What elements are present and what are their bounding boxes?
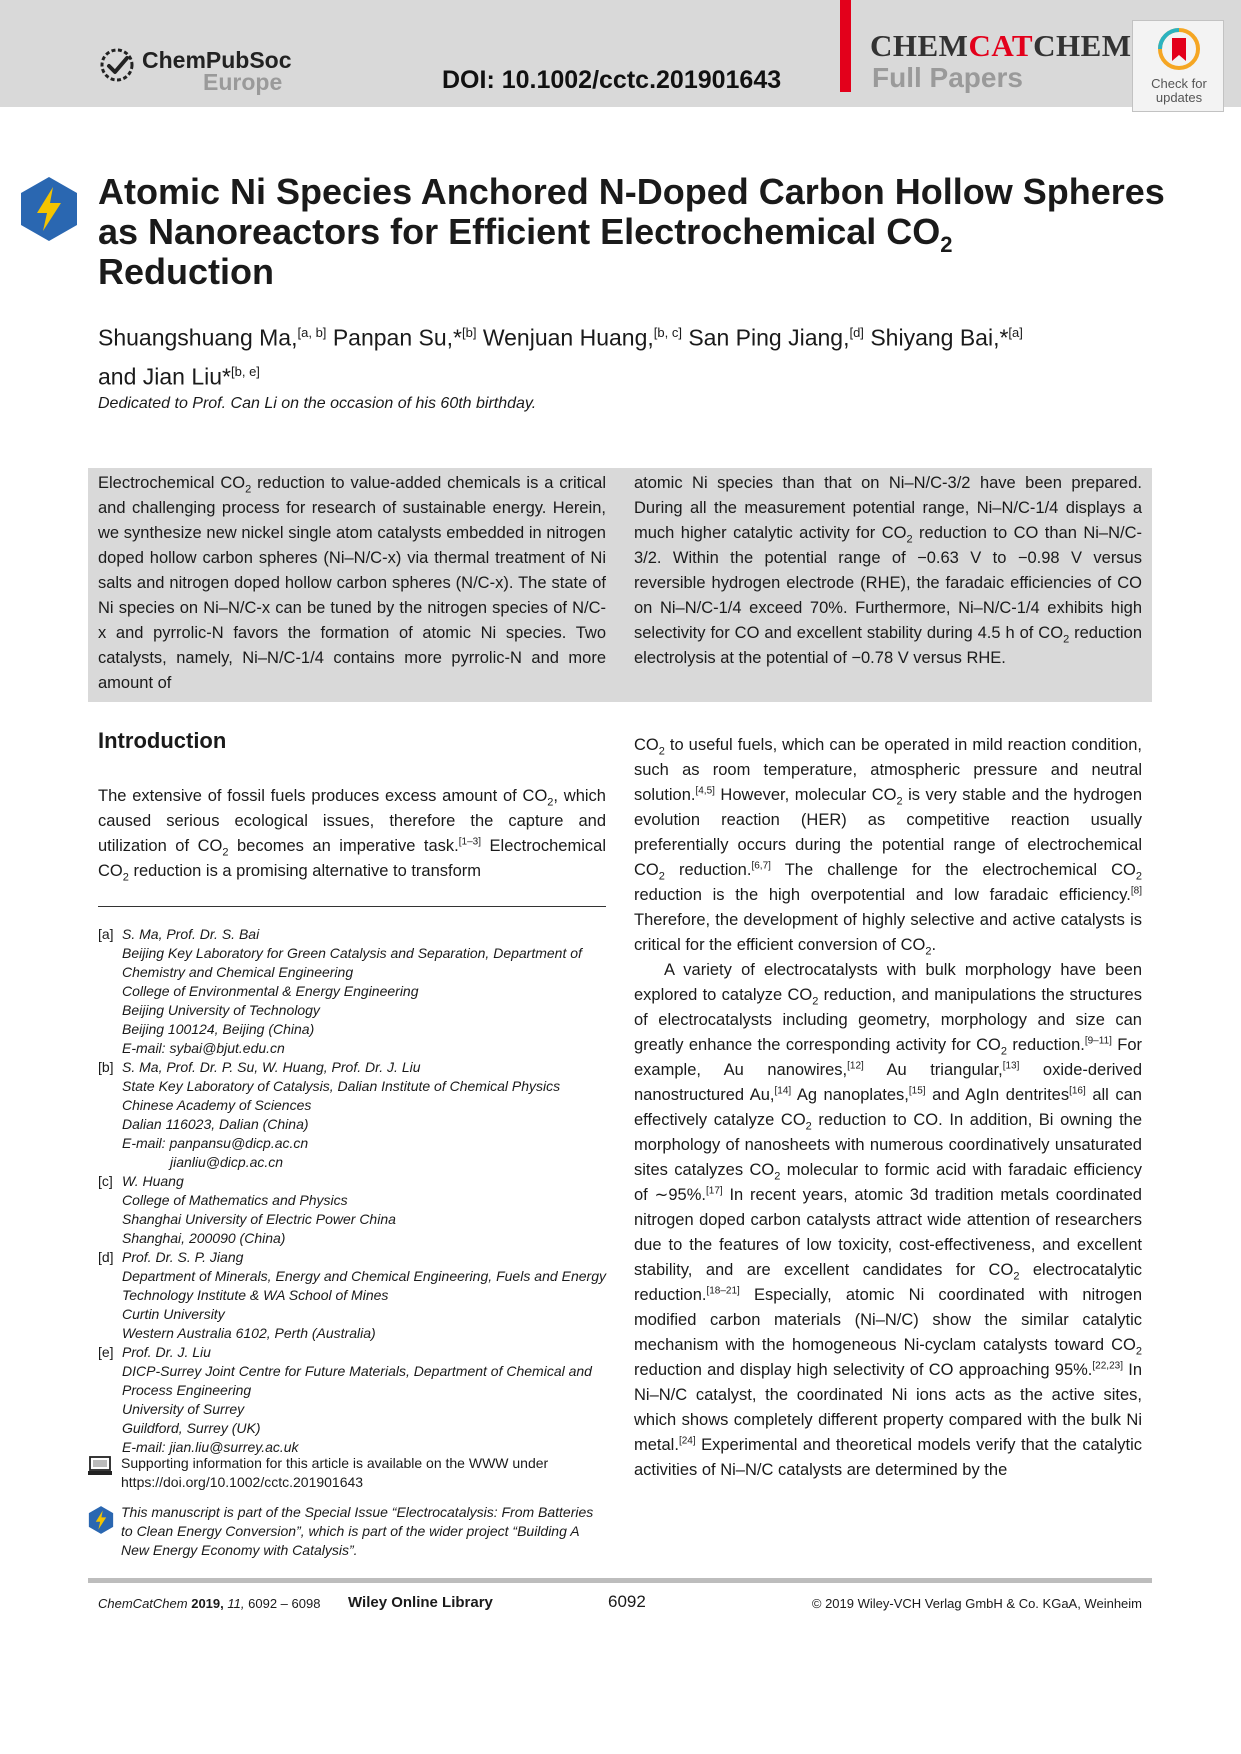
intro-paragraph-right-1 [634,733,1142,958]
affiliation-line: Guildford, Surrey (UK) [122,1420,261,1436]
journal-name-part3: CHEM [1033,28,1132,63]
footer-pages: 6092 – 6098 [248,1596,321,1611]
body-text: Therefore, the development of highly selective and active catalysts is critical for the efficient conversion of CO [634,911,1142,954]
affiliation-line: University of Surrey [122,1401,245,1417]
body-text: oxide-derived nanostructured Au, [634,1061,1142,1104]
subscript: 2 [245,483,252,496]
subscript: 2 [1013,1270,1020,1283]
article-title [98,172,1178,292]
body-text: reduction is a promising alternative to transform [128,862,482,880]
affiliation-tag: [e] [98,1344,114,1360]
body-text: . [931,936,937,954]
body-text: reduction. [1007,1036,1085,1054]
affiliation-line: Beijing 100124, Beijing (China) [122,1021,315,1037]
subscript: 2 [658,870,665,883]
affiliation-line: Shanghai University of Electric Power China [122,1211,396,1227]
body-text: to useful fuels, which can be operated in mild reaction condition, such as room temperature, atmospheric pressure and neutral solution. [634,736,1142,804]
lightning-hexagon-icon [88,1505,114,1535]
accent-bar [840,0,851,92]
subscript: 2 [1135,870,1143,883]
subscript: 2 [222,846,229,859]
footer-divider [88,1578,1152,1583]
body-text: reduction is the high overpotential and low faradaic efficiency. [634,886,1131,904]
author-name[interactable]: San Ping Jiang, [688,324,850,351]
body-text: Electrochemical CO [98,837,606,880]
subscript: 2 [1000,1045,1008,1058]
citation[interactable]: [1–3] [458,836,482,848]
affiliation-line: Prof. Dr. J. Liu [122,1344,211,1360]
subscript: 2 [774,1170,781,1183]
affiliation-email[interactable]: jianliu@dicp.ac.cn [170,1154,284,1170]
affiliation-d [98,1248,606,1343]
affiliation-tag: [b] [98,1059,114,1075]
subscript: 2 [925,945,932,958]
citation[interactable]: [4,5] [695,785,715,797]
abstract-text: Electrochemical CO [98,474,246,492]
citation[interactable]: [8] [1130,885,1142,897]
abstract-text: reduction electrolysis at the potential of −0.78 V versus RHE. [634,624,1143,667]
author-name[interactable]: Shuangshuang Ma, [98,324,298,351]
check-for-updates-button[interactable] [1132,20,1224,112]
body-text: In Ni–N/C catalyst, the coordinated Ni ions acts as the active sites, which shows completely different property compared with the bulk Ni metal. [634,1361,1142,1454]
affiliation-line: Prof. Dr. S. P. Jiang [122,1249,244,1265]
citation[interactable]: [16] [1069,1085,1086,1097]
title-text: Atomic Ni Species Anchored N-Doped Carbon Hollow Spheres as Nanoreactors for Efficient Electrochemical CO [98,171,1165,252]
affiliation-line: College of Mathematics and Physics [122,1192,348,1208]
author-name[interactable]: Wenjuan Huang, [482,324,654,351]
affiliation-line: S. Ma, Prof. Dr. P. Su, W. Huang, Prof. Dr. J. Liu [122,1059,421,1075]
abstract-text: reduction to value-added chemicals is a critical and challenging process for research of sustainable energy. Herein, we synthesize new nickel single atom catalysts embedded in nitrogen doped hollow carbon spheres (Ni–N/C-x) via thermal treatment of Ni salts and nitrogen doped hollow carbon spheres (N/C-x). The state of Ni species on Ni–N/C-x can be tuned by the nitrogen species of N/C-x and pyrrolic-N favors the formation of atomic Ni species. Two catalysts, namely, Ni–N/C-1/4 contains more pyrrolic-N and more amount of [98,474,606,692]
affiliation-line: Western Australia 6102, Perth (Australia) [122,1325,376,1341]
citation[interactable]: [18–21] [706,1285,740,1297]
special-issue-text: This manuscript is part of the Special Issue “Electrocatalysis: From Batteries to Clean Energy Conversion”, which is part of the wider project “Building A New Energy Economy with Catalysis”. [121,1504,594,1558]
subscript: 2 [1135,1345,1142,1358]
affiliation-c [98,1172,606,1248]
affiliation-line: Curtin University [122,1306,225,1322]
author-affiliation: [b] [461,325,477,340]
special-issue-note [88,1503,608,1560]
affiliation-e [98,1343,606,1457]
body-text: For example, Au nanowires, [634,1036,1143,1079]
intro-paragraph-left [98,784,606,884]
doi[interactable]: DOI: 10.1002/cctc.201901643 [442,66,782,94]
body-text: CO [634,736,659,754]
affiliation-line: Chinese Academy of Sciences [122,1097,312,1113]
body-text: A variety of electrocatalysts with bulk morphology have been explored to catalyze CO [634,961,1142,1004]
body-text: , which caused serious ecological issues, therefore the capture and utilization of CO [98,787,606,855]
title-text-end: Reduction [98,251,274,292]
body-text: reduction. [664,861,752,879]
body-text: The extensive of fossil fuels produces excess amount of CO [98,787,548,805]
citation[interactable]: [12] [847,1060,864,1072]
subscript: 2 [805,1120,812,1133]
page-number: 6092 [608,1592,646,1611]
body-text: Especially, atomic Ni coordinated with nitrogen modified carbon materials (Ni–N/C) show the similar catalytic mechanism with the homogeneous Ni-cyclam catalysts toward CO [634,1286,1142,1354]
citation[interactable]: [14] [774,1085,792,1097]
citation[interactable]: [9–11] [1084,1035,1112,1047]
affiliation-line: Dalian 116023, Dalian (China) [122,1116,309,1132]
subscript: 2 [906,533,913,546]
author-name[interactable]: and Jian Liu* [98,363,231,390]
author-affiliation: [a] [1008,325,1023,340]
section-label: Full Papers [872,62,1023,93]
body-text: and AgIn dentrites [925,1086,1070,1104]
affiliation-line: Beijing University of Technology [122,1002,320,1018]
affiliation-line: W. Huang [122,1173,184,1189]
body-text: becomes an imperative task. [228,837,459,855]
body-text: electrocatalytic reduction. [634,1261,1142,1304]
author-affiliation: [b, e] [231,363,260,379]
intro-paragraph-right-2 [634,958,1142,1483]
body-text: Au triangular, [863,1061,1003,1079]
footer-year: 2019, [191,1596,224,1611]
title-subscript: 2 [940,232,953,258]
affiliation-email[interactable]: E-mail: panpansu@dicp.ac.cn [122,1135,309,1151]
body-text: reduction to CO. In addition, Bi owning the morphology of nanosheets with numerous coordinatively unsaturated sites catalyzes CO [634,1111,1143,1179]
supporting-information-text[interactable]: Supporting information for this article is available on the WWW under https://doi.org/10.1002/cctc.201901643 [121,1455,549,1490]
publisher-region: Europe [203,69,283,95]
affiliation-b [98,1058,606,1172]
author-affiliation: [d] [849,325,864,340]
subscript: 2 [122,871,129,884]
affiliation-email[interactable]: E-mail: jian.liu@surrey.ac.uk [122,1439,299,1455]
subscript: 2 [1063,633,1070,646]
affiliation-tag: [d] [98,1249,114,1265]
citation[interactable]: [17] [705,1185,723,1197]
affiliation-line: DICP-Surrey Joint Centre for Future Materials, Department of Chemical and Process Engineering [122,1363,592,1398]
footer-volume: 11, [227,1596,245,1611]
citation[interactable]: [6,7] [751,860,771,872]
footnote-divider [98,906,606,907]
footer-journal: ChemCatChem [98,1596,188,1611]
affiliation-line: Department of Minerals, Energy and Chemical Engineering, Fuels and Energy Technology Institute & WA School of Mines [122,1268,606,1303]
introduction-heading: Introduction [98,728,227,753]
body-text: is very stable and the hydrogen evolution reaction (HER) as competitive reaction usually preferentially occurs during the potential range of electrochemical CO [634,786,1142,879]
wiley-online-library-link[interactable]: Wiley Online Library [348,1594,493,1611]
journal-name-part1: CHEM [870,28,969,63]
affiliation-a [98,925,606,1058]
body-text: reduction, and manipulations the structures of electrocatalysts including geometry, morphology and size can greatly enhance the corresponding activity for CO [634,986,1142,1054]
lightning-hexagon-icon [19,175,79,243]
affiliation-tag: [c] [98,1173,113,1189]
body-text: In recent years, atomic 3d tradition metals coordinated nitrogen doped carbon catalysts attract wide attention of researchers due to the features of low toxicity, cost-effectiveness, and excellent stability, and are excellent candidates for CO [634,1186,1142,1279]
abstract-left-column [98,471,606,696]
author-affiliation: [b, c] [653,325,682,340]
body-text: Ag nanoplates, [791,1086,909,1104]
author-name[interactable]: Panpan Su,* [332,324,462,351]
abstract-text: atomic Ni species than that on Ni–N/C-3/2 have been prepared. During all the measurement potential range, Ni–N/C-1/4 displays a much higher catalytic activity for CO [634,474,1142,542]
affiliation-line: State Key Laboratory of Catalysis, Dalian Institute of Chemical Physics [122,1078,561,1094]
computer-icon [88,1456,112,1476]
journal-name-part2: CAT [968,28,1034,63]
body-text: all can effectively catalyze CO [634,1086,1142,1129]
intro-right-column [634,733,1142,1483]
dedication: Dedicated to Prof. Can Li on the occasion of his 60th birthday. [98,395,537,412]
author-affiliation: [a, b] [297,325,327,340]
affiliation-line: S. Ma, Prof. Dr. S. Bai [122,926,260,942]
author-name[interactable]: Shiyang Bai,* [870,324,1009,351]
body-text: reduction and display high selectivity of CO approaching 95%. [634,1361,1093,1379]
affiliation-line: Beijing Key Laboratory for Green Catalysis and Separation, Department of Chemistry and Chemical Engineering [122,945,582,980]
body-text: molecular to formic acid with faradaic efficiency of ∼95%. [634,1161,1142,1204]
affiliations [98,925,606,1457]
chempubsoc-logo-icon [98,46,136,84]
author-list [98,316,1158,393]
citation[interactable]: [13] [1002,1060,1020,1072]
subscript: 2 [896,795,903,808]
body-text: However, molecular CO [714,786,897,804]
citation[interactable]: [22,23] [1092,1360,1123,1372]
affiliation-line: Shanghai, 200090 (China) [122,1230,286,1246]
bookmark-icon [1157,27,1201,73]
body-text: The challenge for the electrochemical CO [770,861,1136,879]
copyright: © 2019 Wiley-VCH Verlag GmbH & Co. KGaA, Weinheim [811,1596,1142,1611]
supporting-information-note [88,1454,608,1492]
journal-name[interactable] [870,28,1132,64]
affiliation-email[interactable]: E-mail: sybai@bjut.edu.cn [122,1040,285,1056]
affiliation-line: College of Environmental & Energy Engineering [122,983,419,999]
subscript: 2 [547,796,554,809]
citation-info [98,1596,320,1611]
supporting-notes [88,1454,608,1571]
check-for-updates-label: Check for updates [1151,76,1207,105]
publisher-name: ChemPubSoc [142,47,292,73]
citation[interactable]: [15] [908,1085,926,1097]
affiliation-tag: [a] [98,926,114,942]
abstract-text: reduction to CO than Ni–N/C-3/2. Within the potential range of −0.63 V to −0.98 V versus reversible hydrogen electrode (RHE), the faradaic efficiencies of CO on Ni–N/C-1/4 exceed 70%. Furthermore, Ni–N/C-1/4 exhibits high selectivity for CO and excellent stability during 4.5 h of CO [634,524,1143,642]
body-text: Experimental and theoretical models verify that the catalytic activities of Ni–N/C catalysts are determined by the [634,1436,1142,1479]
abstract-right-column [634,471,1142,671]
subscript: 2 [812,995,819,1008]
subscript: 2 [658,745,665,758]
citation[interactable]: [24] [678,1435,696,1447]
